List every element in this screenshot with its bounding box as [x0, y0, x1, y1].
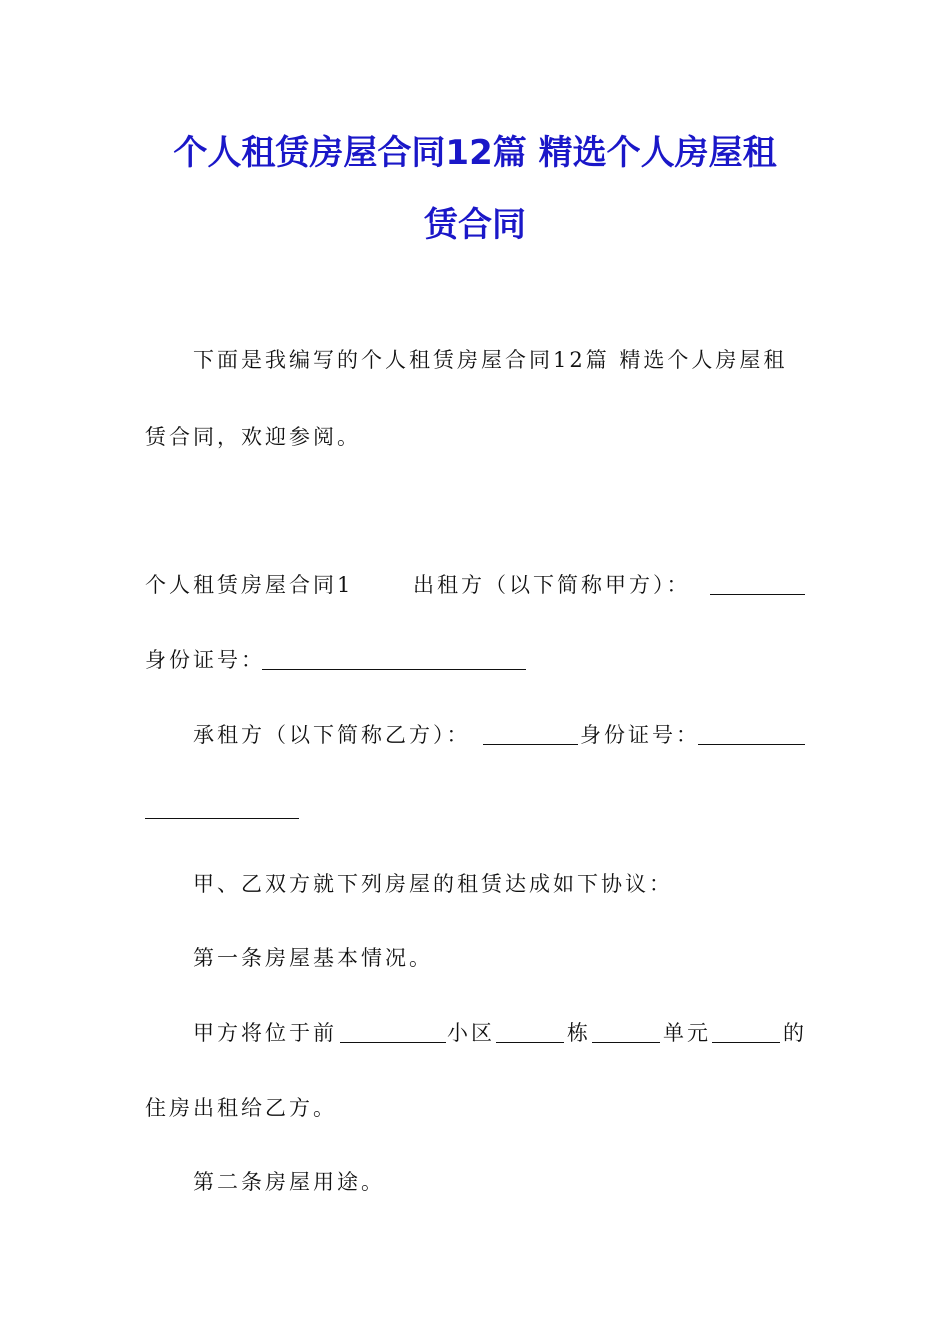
article1-heading: 第一条房屋基本情况。 [193, 946, 433, 970]
article2-heading: 第二条房屋用途。 [193, 1170, 385, 1194]
location-road-blank [340, 1042, 446, 1043]
location-building-label: 栋 [567, 1021, 591, 1045]
location-unit-blank [712, 1042, 780, 1043]
contract-heading: 个人租赁房屋合同1 [145, 573, 354, 597]
lessee-label: 承租方（以下简称乙方）： [193, 723, 471, 747]
location-suffix: 的 [783, 1021, 807, 1045]
lessee-id-blank [698, 744, 805, 745]
document-title-line1: 个人租赁房屋合同12篇 精选个人房屋租 [173, 133, 777, 173]
location-community-label: 小区 [447, 1021, 495, 1045]
intro-line2: 赁合同，欢迎参阅。 [145, 425, 361, 449]
lessor-label: 出租方（以下简称甲方）： [413, 573, 691, 597]
lessor-id-label: 身份证号： [145, 648, 265, 672]
lessee-id-blank-continued [145, 818, 299, 819]
location-line2: 住房出租给乙方。 [145, 1096, 337, 1120]
lessor-blank [710, 594, 805, 595]
location-unit-label: 单元 [663, 1021, 711, 1045]
location-prefix: 甲方将位于前 [193, 1021, 337, 1045]
lessor-id-blank [262, 669, 526, 670]
lessee-blank [483, 744, 578, 745]
location-community-blank [496, 1042, 564, 1043]
lessee-id-label: 身份证号： [580, 723, 700, 747]
intro-line1: 下面是我编写的个人租赁房屋合同12篇 精选个人房屋租 [193, 348, 788, 372]
document-title-line2: 赁合同 [424, 205, 526, 245]
location-building-blank [592, 1042, 660, 1043]
agreement-line: 甲、乙双方就下列房屋的租赁达成如下协议： [193, 872, 673, 896]
